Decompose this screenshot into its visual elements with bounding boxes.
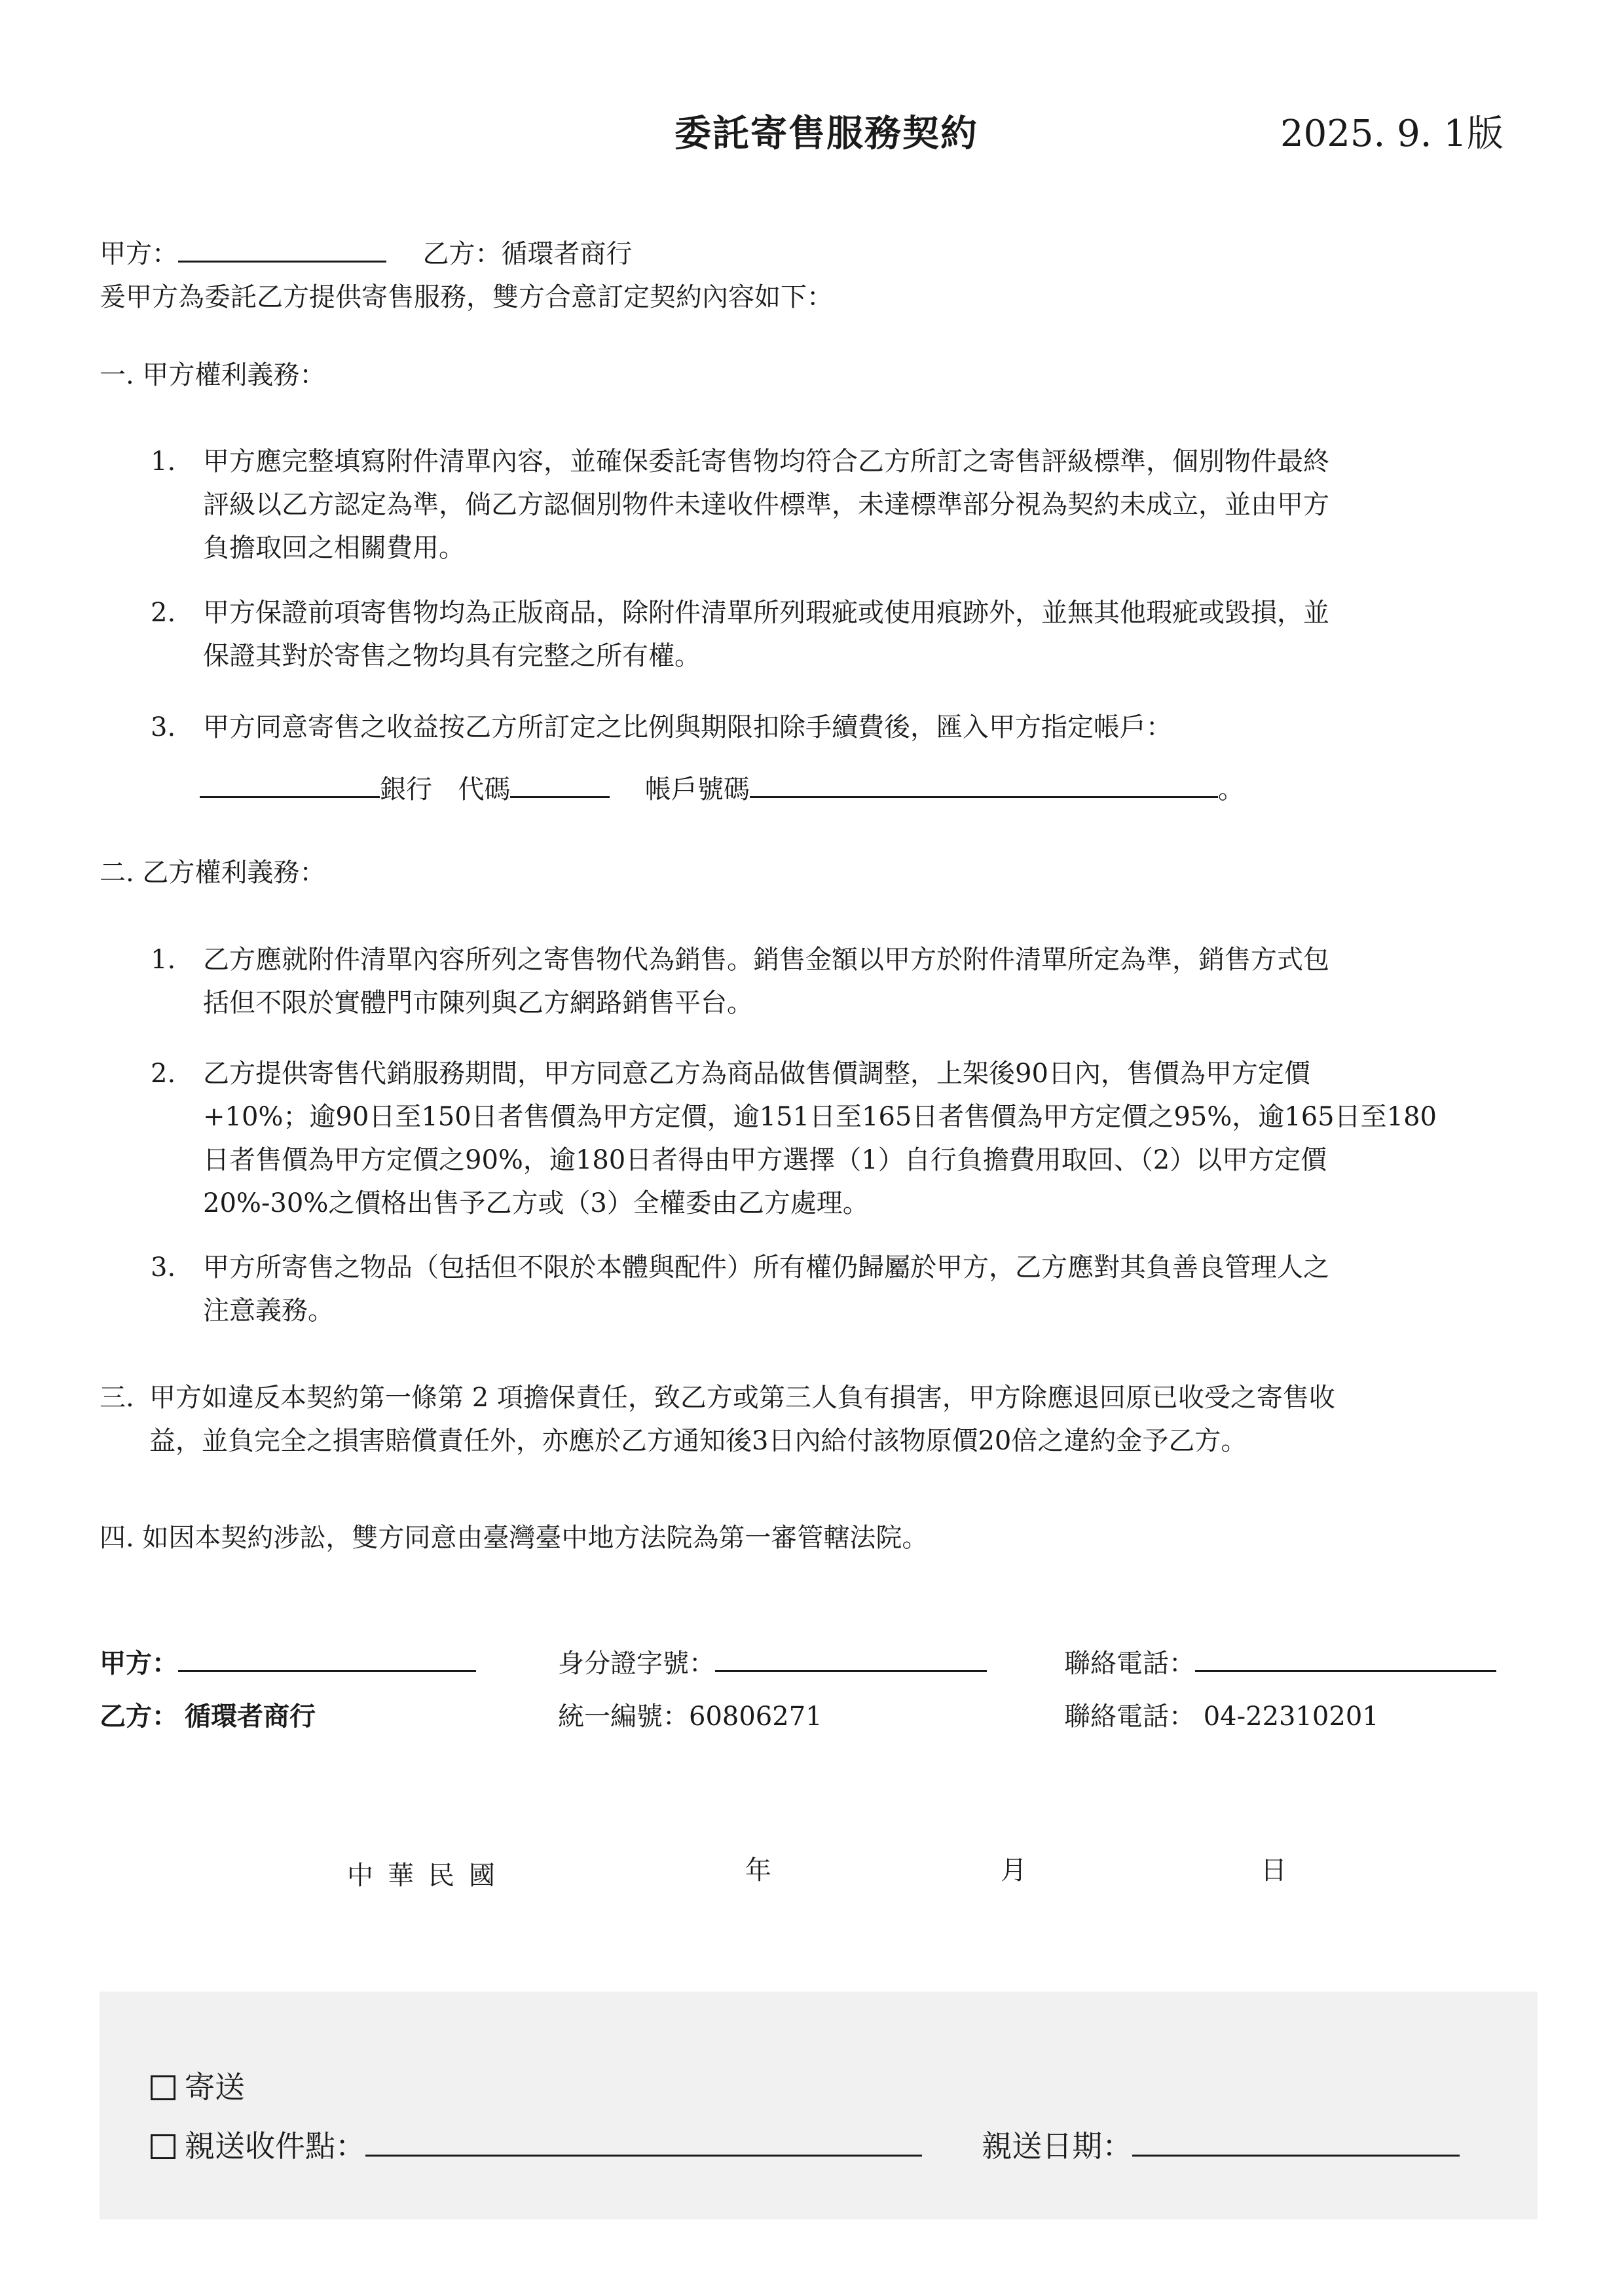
- item-line: 乙方應就附件清單內容所列之寄售物代為銷售。銷售金額以甲方於附件清單所定為準，銷售方式包: [203, 945, 1329, 975]
- dropoff-date-field[interactable]: [1132, 2124, 1460, 2157]
- bank-account-line: [200, 768, 1244, 811]
- id-number-field[interactable]: [715, 1644, 987, 1672]
- tax-id: 統一編號：60806271: [558, 1702, 822, 1732]
- party-a-label: 甲方：: [100, 239, 178, 269]
- phone-label: 聯絡電話：: [1064, 1649, 1195, 1679]
- section4: 四. 如因本契約涉訟，雙方同意由臺灣臺中地方法院為第一審管轄法院。: [100, 1523, 929, 1553]
- page-title: 委託寄售服務契約: [674, 112, 978, 155]
- section2-heading: 二. 乙方權利義務：: [100, 858, 326, 888]
- item-number: 2.: [151, 598, 176, 628]
- item-line: 甲方同意寄售之收益按乙方所訂定之比例與期限扣除手續費後，匯入甲方指定帳戶：: [203, 712, 1172, 742]
- option-dropoff-label: 親送收件點：: [185, 2128, 365, 2164]
- item-line: 評級以乙方認定為準，倘乙方認個別物件未達收件標準，未達標準部分視為契約未成立，並由甲方: [203, 490, 1329, 520]
- item-number: 1.: [151, 945, 176, 975]
- date-era: 中華民國: [347, 1861, 509, 1891]
- date-day: 日: [1261, 1855, 1287, 1886]
- party-a-signature-field[interactable]: [178, 1644, 476, 1672]
- dropoff-location-field[interactable]: [365, 2124, 922, 2157]
- item-number: 3.: [151, 712, 176, 742]
- mail-checkbox[interactable]: [151, 2075, 175, 2100]
- delivery-options-box: [100, 1992, 1538, 2219]
- parties-line: [100, 232, 632, 276]
- bank-code-field[interactable]: [510, 770, 610, 798]
- option-dropoff-row: [151, 2123, 1460, 2166]
- party-a-phone-field[interactable]: [1195, 1644, 1496, 1672]
- item-line: 益，並負完全之損害賠償責任外，亦應於乙方通知後3日內給付該物原價20倍之違約金予乙方。: [149, 1426, 1247, 1456]
- party-a-phone: [1064, 1642, 1496, 1685]
- preamble: 爰甲方為委託乙方提供寄售服務，雙方合意訂定契約內容如下：: [100, 282, 833, 312]
- dropoff-checkbox[interactable]: [151, 2134, 175, 2159]
- version-label: 2025. 9. 1版: [1280, 113, 1504, 155]
- item-number: 3.: [151, 1252, 176, 1283]
- item-line: 日者售價為甲方定價之90%，逾180日者得由甲方選擇（1）自行負擔費用取回、（2）以甲方定價: [203, 1145, 1327, 1175]
- item-number: 1.: [151, 446, 176, 477]
- item-line: 乙方提供寄售代銷服務期間，甲方同意乙方為商品做售價調整，上架後90日內，售價為甲方定價: [203, 1059, 1310, 1089]
- item-line: 20%-30%之價格出售予乙方或（3）全權委由乙方處理。: [203, 1188, 869, 1218]
- party-b-name: 循環者商行: [185, 1701, 316, 1732]
- item-line: 甲方所寄售之物品（包括但不限於本體與配件）所有權仍歸屬於甲方，乙方應對其負善良管理人之: [203, 1252, 1329, 1283]
- bank-label: 銀行: [380, 774, 432, 805]
- option-mail-label: 寄送: [185, 2069, 245, 2105]
- party-a-sign-label: 甲方：: [100, 1648, 178, 1679]
- item-line: 保證其對於寄售之物均具有完整之所有權。: [203, 641, 701, 671]
- signature-party-a: [100, 1642, 476, 1685]
- item-line: 括但不限於實體門市陳列與乙方網路銷售平台。: [203, 988, 753, 1018]
- account-number-field[interactable]: [750, 770, 1218, 798]
- item-line: +10%；逾90日至150日者售價為甲方定價，逾151日至165日者售價為甲方定價之95%，逾165日至180: [203, 1102, 1437, 1132]
- item-line: 甲方應完整填寫附件清單內容，並確保委託寄售物均符合乙方所訂之寄售評級標準，個別物件最終: [203, 446, 1329, 477]
- option-mail-row: [151, 2064, 245, 2107]
- account-label: 帳戶號碼: [644, 774, 750, 805]
- item-line: 負擔取回之相關費用。: [203, 533, 465, 563]
- party-b-sign-label: 乙方：: [100, 1701, 178, 1732]
- id-number: [558, 1642, 987, 1685]
- dropoff-date-label: 親送日期：: [982, 2128, 1133, 2164]
- bank-name-field[interactable]: [200, 770, 380, 798]
- date-month: 月: [1001, 1855, 1027, 1886]
- section3-number: 三.: [100, 1383, 134, 1413]
- code-label: 代碼: [458, 774, 511, 805]
- party-a-name-field[interactable]: [178, 234, 386, 263]
- section1-heading: 一. 甲方權利義務：: [100, 360, 326, 390]
- item-line: 注意義務。: [203, 1296, 334, 1326]
- bank-line-end: 。: [1217, 774, 1244, 805]
- item-number: 2.: [151, 1059, 176, 1089]
- party-b-phone: 聯絡電話： 04-22310201: [1064, 1702, 1379, 1732]
- party-b-text: 乙方：循環者商行: [422, 239, 633, 269]
- date-year: 年: [745, 1855, 771, 1886]
- id-number-label: 身分證字號：: [558, 1649, 715, 1679]
- item-line: 甲方保證前項寄售物均為正版商品，除附件清單所列瑕疵或使用痕跡外，並無其他瑕疵或毀損，並: [203, 598, 1329, 628]
- signature-party-b: [100, 1695, 316, 1738]
- item-line: 甲方如違反本契約第一條第 2 項擔保責任，致乙方或第三人負有損害，甲方除應退回原已收受之寄售收: [149, 1383, 1335, 1413]
